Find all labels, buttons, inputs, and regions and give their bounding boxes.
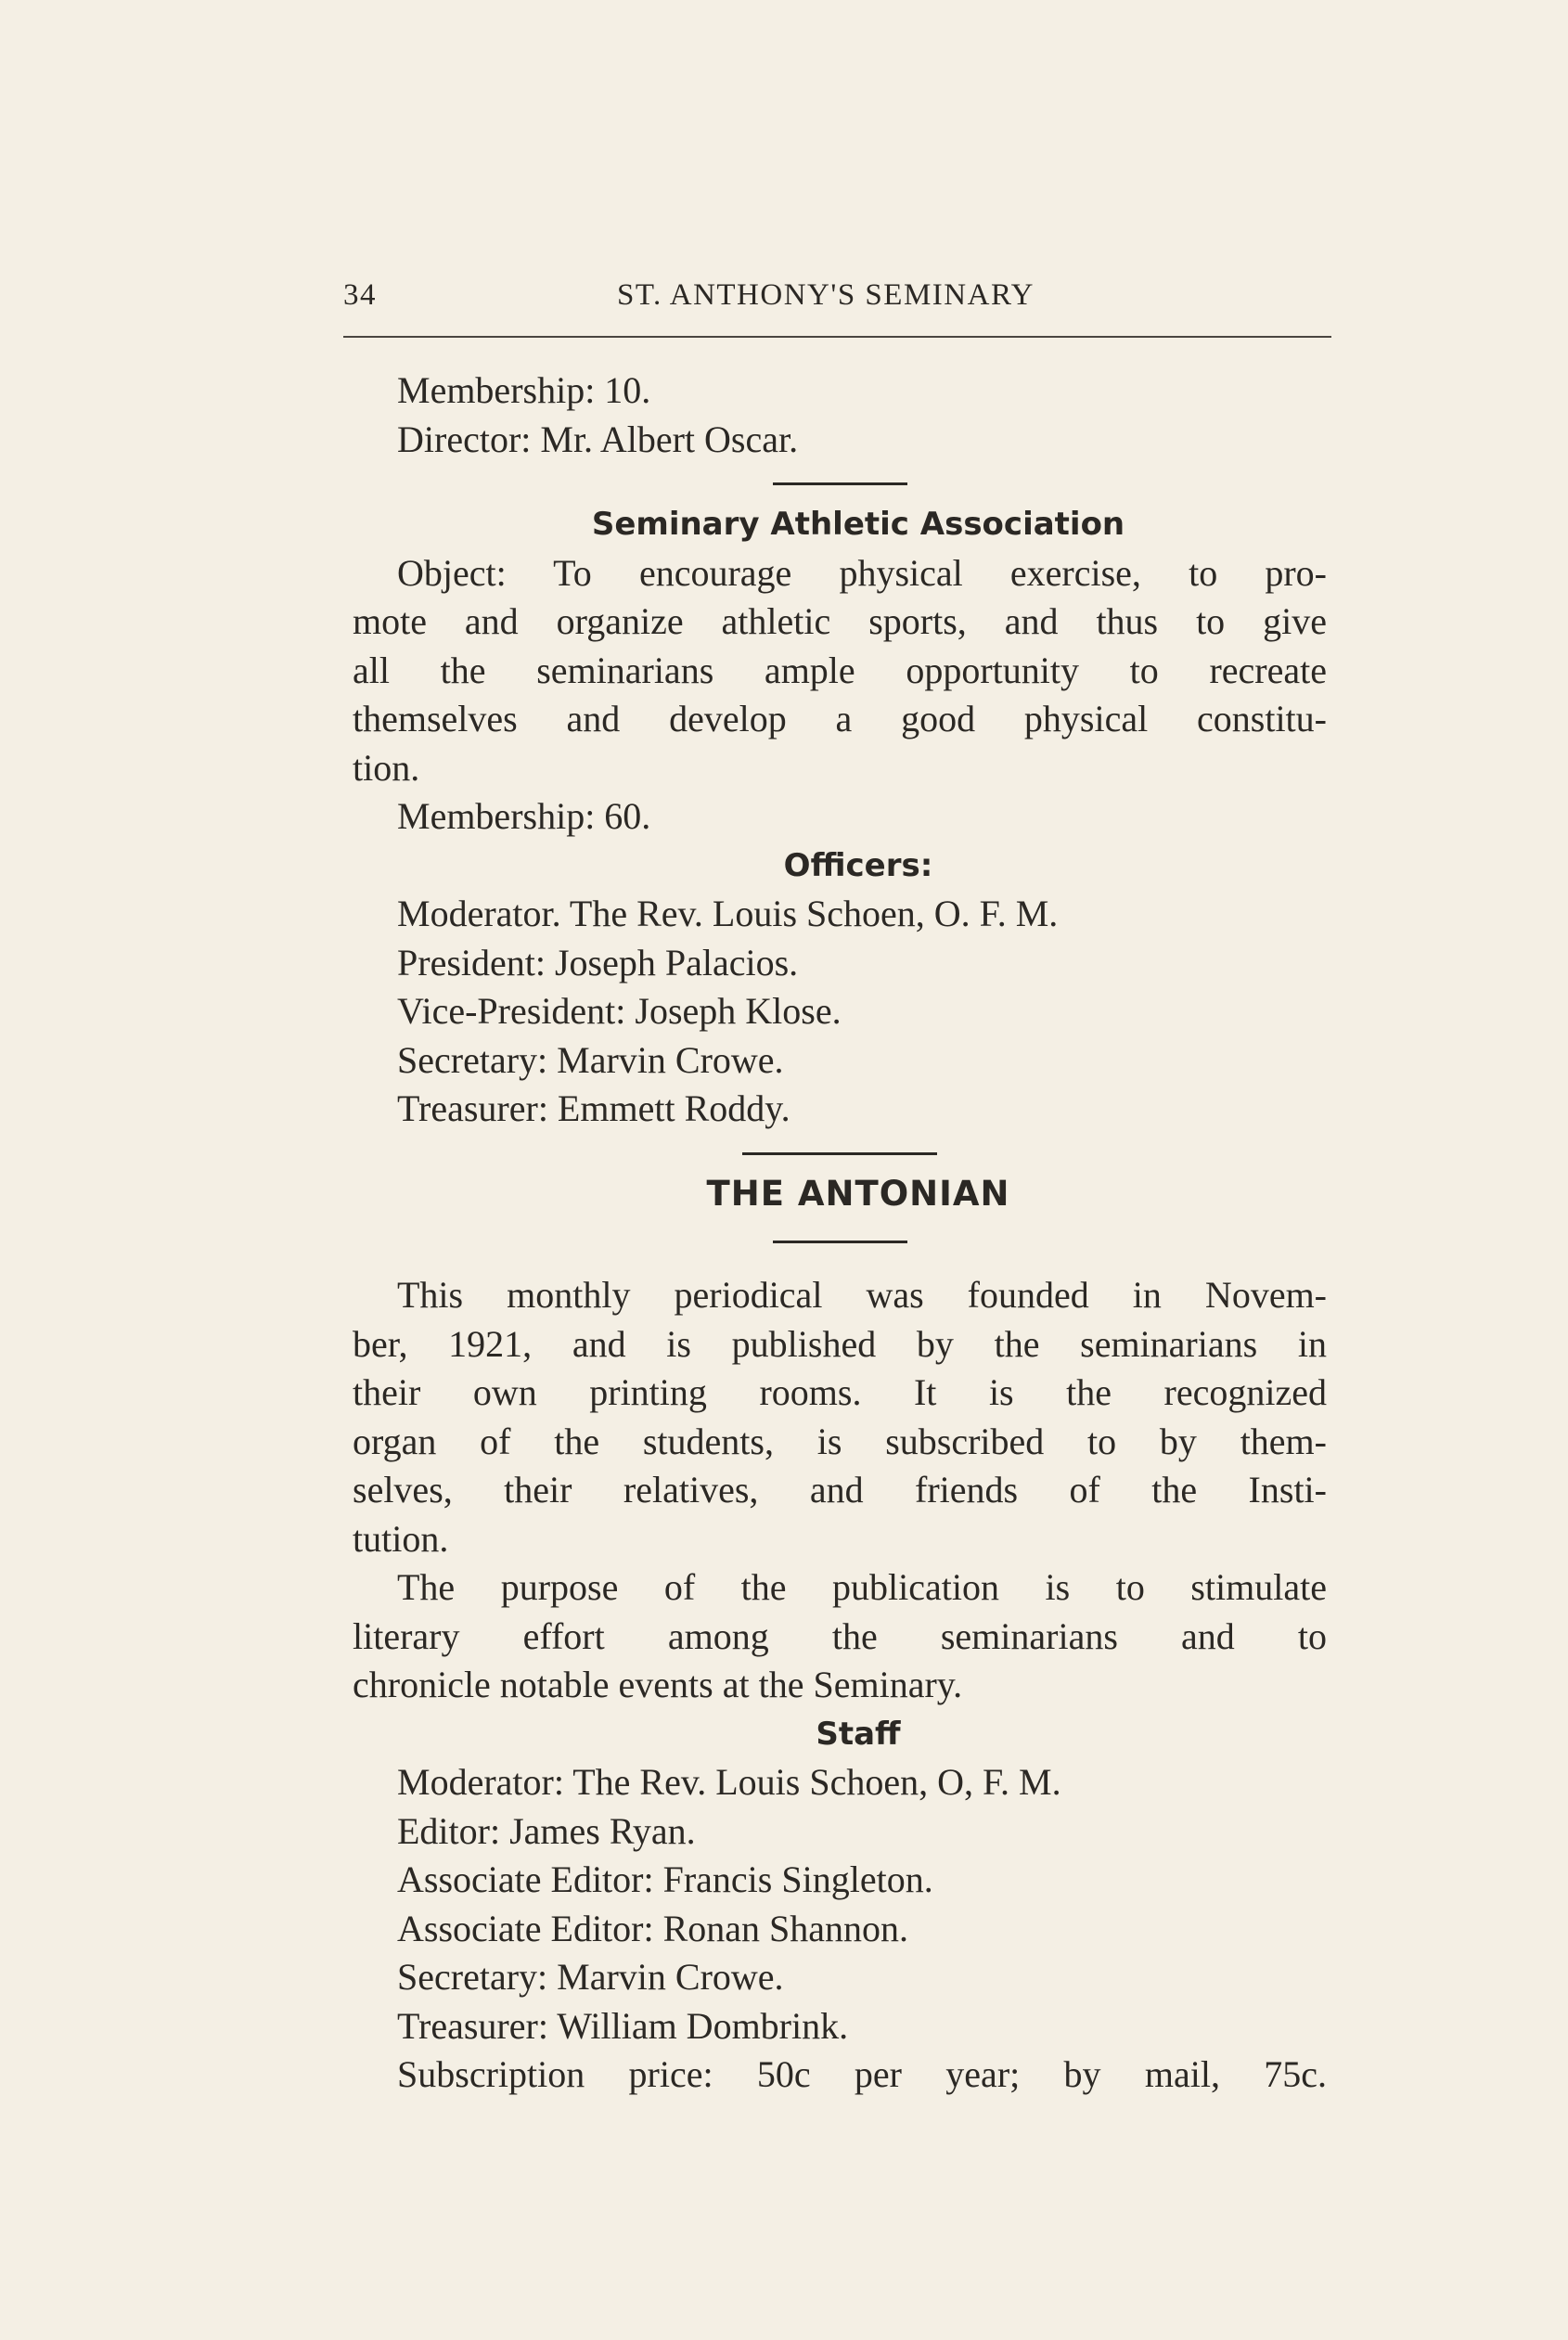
athletic-object-line: Object: To encourage physical exercise, to pro- bbox=[397, 551, 1327, 594]
staff-entry: Moderator: The Rev. Louis Schoen, O, F. M. bbox=[397, 1761, 1061, 1803]
officers-heading: Officers: bbox=[783, 846, 933, 884]
subscription-price: Subscription price: 50c per year; by mail, 75c. bbox=[397, 2053, 1327, 2095]
antonian-purpose-line: chronicle notable events at the Seminary. bbox=[353, 1664, 963, 1705]
antonian-paragraph-line: ber, 1921, and is published by the seminarians in bbox=[353, 1322, 1327, 1365]
staff-heading: Staff bbox=[816, 1715, 901, 1753]
staff-entry: Treasurer: William Dombrink. bbox=[397, 2004, 849, 2047]
officer-entry: President: Joseph Palacios. bbox=[397, 941, 799, 984]
antonian-heading: THE ANTONIAN bbox=[706, 1173, 1010, 1214]
officer-entry: Moderator. The Rev. Louis Schoen, O. F. M. bbox=[397, 893, 1059, 934]
officer-entry: Treasurer: Emmett Roddy. bbox=[397, 1087, 790, 1129]
athletic-object-line: mote and organize athletic sports, and thus to give bbox=[353, 600, 1327, 642]
antonian-purpose-line: The purpose of the publication is to stimulate bbox=[397, 1566, 1327, 1608]
antonian-paragraph-line: tution. bbox=[353, 1517, 449, 1560]
officer-entry: Vice-President: Joseph Klose. bbox=[397, 990, 842, 1032]
staff-entry: Editor: James Ryan. bbox=[397, 1809, 696, 1852]
antonian-paragraph-line: This monthly periodical was founded in Novem- bbox=[397, 1274, 1327, 1316]
athletic-object-line: all the seminarians ample opportunity to recreate bbox=[353, 649, 1327, 691]
staff-entry: Secretary: Marvin Crowe. bbox=[397, 1956, 784, 1998]
running-title: ST. ANTHONY'S SEMINARY bbox=[617, 278, 1035, 312]
choir-membership: Membership: 10. bbox=[397, 369, 651, 411]
page-number: 34 bbox=[343, 278, 377, 312]
running-header bbox=[343, 278, 1331, 325]
choir-director: Director: Mr. Albert Oscar. bbox=[397, 418, 799, 460]
antonian-purpose-line: literary effort among the seminarians and to bbox=[353, 1614, 1327, 1657]
staff-entry: Associate Editor: Francis Singleton. bbox=[397, 1858, 933, 1900]
antonian-paragraph-line: selves, their relatives, and friends of the Insti- bbox=[353, 1469, 1327, 1511]
athletic-membership: Membership: 60. bbox=[397, 795, 651, 837]
antonian-paragraph-line: their own printing rooms. It is the recognized bbox=[353, 1371, 1327, 1413]
page-body bbox=[353, 366, 1327, 2100]
header-rule bbox=[343, 336, 1331, 338]
antonian-paragraph-line: organ of the students, is subscribed to by them- bbox=[353, 1420, 1327, 1462]
staff-entry: Associate Editor: Ronan Shannon. bbox=[397, 1907, 909, 1949]
athletic-object-line: themselves and develop a good physical constitu- bbox=[353, 698, 1327, 739]
officer-entry: Secretary: Marvin Crowe. bbox=[397, 1038, 784, 1081]
athletic-object-line: tion. bbox=[353, 746, 420, 789]
athletic-association-heading: Seminary Athletic Association bbox=[591, 506, 1125, 543]
